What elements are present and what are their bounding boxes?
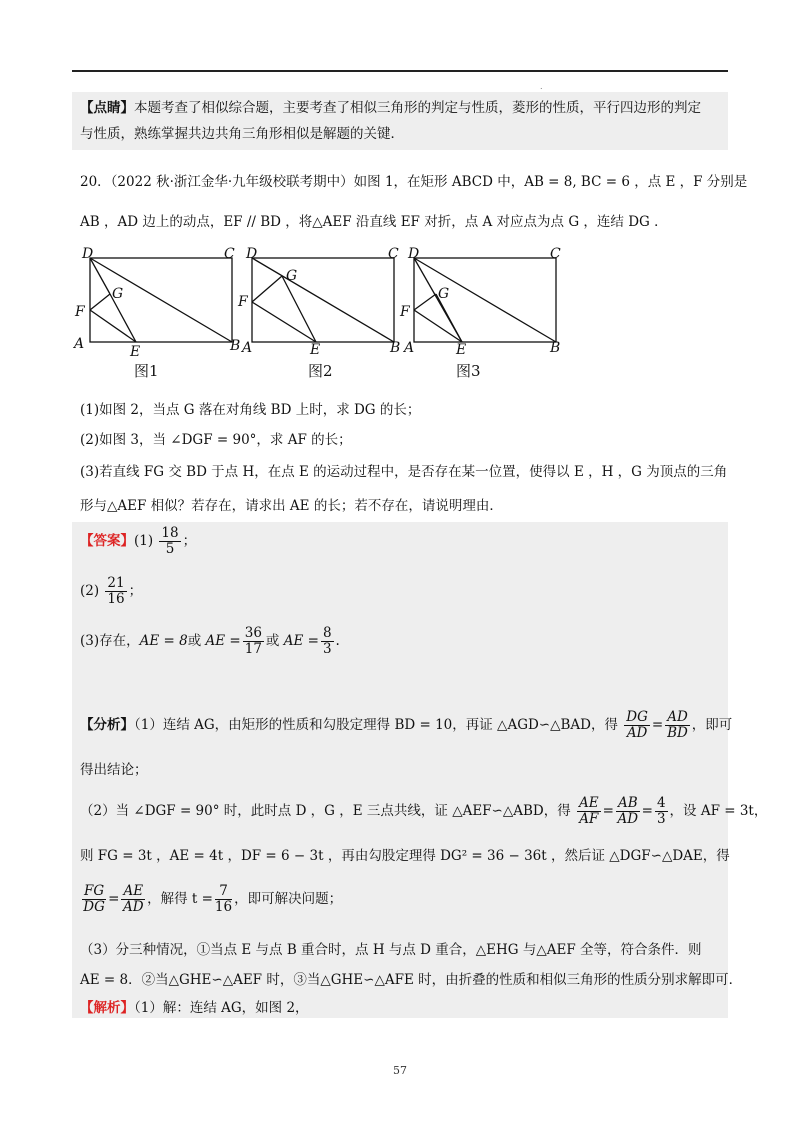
note-line-2: 与性质，熟练掌握共边共角三角形相似是解题的关键． [80,126,404,142]
fig1-label-e: E [130,344,141,360]
fig1-label-b: B [230,338,241,354]
analysis-line-7: AE = 8．②当△GHE∽△AEF 时，③当△GHE∽△AFE 时，由折叠的性质和相似三角形的性质分别求解即可． [80,972,743,988]
analysis-tag: 【分析】 [80,717,134,733]
figures [72,244,592,384]
analysis-frac-dg-ad: $\frac{DG}{AD}$ [626,709,648,741]
page-number: 57 [393,1064,407,1077]
figure-1-labels [72,246,240,360]
answer-3-fraction-1: $\frac{36}{17}$ [244,625,262,657]
figure-2 [252,258,394,342]
fig2-label-g: G [286,268,298,284]
fig3-label-a: A [404,340,415,356]
note-tag: 【点睛】 [80,100,134,116]
analysis-line-1: 【分析】（1）连结 AG，由矩形的性质和勾股定理得 BD = 10，再证 △AGD∽△BAD，得 $\frac{DG}{AD}$ = $\frac{AD}{BD}$ ，即可 [80,709,733,741]
fig2-label-e: E [310,342,321,358]
problem-line-2: AB ，AD 边上的动点，EF // BD ，将△AEF 沿直线 EF 对折，点 A 对应点为点 G ，连结 DG ． [80,214,668,230]
answer-1: 【答案】(1) $\frac{18}{5}$ ； [80,525,197,557]
solution-line-1: 【解析】（1）解：连结 AG，如图 2， [80,1000,309,1016]
fig1-label-a: A [74,336,85,352]
question-3b: 形与△AEF 相似？若存在，请求出 AE 的长；若不存在，请说明理由． [80,498,503,514]
question-2: (2)如图 3，当 ∠DGF = 90°，求 AF 的长； [80,432,352,448]
problem-header: 20．（2022 秋·浙江金华·九年级校联考期中）如图 1，在矩形 ABCD 中，AB = 8, BC = 6 ，点 E ，F 分别是 [80,174,748,190]
fig3-label-c: C [550,246,561,262]
analysis-frac-4-3: $\frac{4}{3}$ [656,795,666,827]
analysis-frac-ab-ad: $\frac{AB}{AD}$ [617,795,639,827]
fig3-label-g: G [438,286,450,302]
fig1-label-g: G [112,286,124,302]
header-rule [72,70,728,72]
fig3-label-e: E [456,342,467,358]
analysis-line-5: $\frac{FG}{DG}$ = $\frac{AE}{AD}$ ，解得 t = $\frac{7}{16}$ ，即可解决问题； [83,883,343,915]
fig3-label-f: F [400,304,410,320]
answer-2: (2) $\frac{21}{16}$ ； [80,575,143,607]
analysis-frac-fg-dg: $\frac{FG}{DG}$ [83,883,105,915]
fig1-label-f: F [75,304,85,320]
analysis-line-4: 则 FG = 3t ，AE = 4t ，DF = 6 − 3t ，再由勾股定理得 DG² = 36 − 36t ，然后证 △DGF∽△DAE，得 [80,848,730,864]
fig2-label-f: F [238,294,248,310]
analysis-line-6: （3）分三种情况，①当点 E 与点 B 重合时，点 H 与点 D 重合，△EHG 与△AEF 全等，符合条件．则 [80,942,702,958]
fig2-label-c: C [388,246,399,262]
fig2-caption: 图2 [308,362,333,380]
analysis-frac-ae-af: $\frac{AE}{AF}$ [579,795,599,827]
question-1: (1)如图 2，当点 G 落在对角线 BD 上时，求 DG 的长； [80,402,421,418]
fig2-label-a: A [242,340,253,356]
note-line-1: 【点睛】本题考查了相似综合题，主要考查了相似三角形的判定与性质，菱形的性质，平行四边形的判定 [80,100,701,116]
answer-tag: 【答案】 [80,533,134,549]
answer-3-fraction-2: $\frac{8}{3}$ [322,625,332,657]
solution-tag: 【解析】 [80,1000,134,1016]
fig3-label-d: D [408,246,420,262]
fig3-label-b: B [550,340,561,356]
fig1-label-c: C [224,246,235,262]
header-dot: . [540,82,543,91]
fig2-label-b: B [390,340,401,356]
figure-2-labels [237,246,400,358]
fig2-label-d: D [246,246,258,262]
fig1-label-d: D [82,246,94,262]
fig3-caption: 图3 [456,362,481,380]
analysis-line-2: 得出结论； [80,762,148,778]
question-3a: (3)若直线 FG 交 BD 于点 H，在点 E 的运动过程中，是否存在某一位置，使得以 E ，H ，G 为顶点的三角 [80,464,728,480]
answer-1-fraction: $\frac{18}{5}$ [161,525,179,557]
figure-3 [414,258,556,342]
analysis-line-3: （2）当 ∠DGF = 90° 时，此时点 D ，G ，E 三点共线，证 △AEF∽△ABD，得 $\frac{AE}{AF}$ = $\frac{AB}{AD}$ = $\frac{4}{3}$ ，设 AF = 3t， [80,795,768,827]
fig1-caption: 图1 [134,362,159,380]
analysis-frac-ae-ad: $\frac{AE}{AD}$ [122,883,144,915]
answer-3: (3)存在，AE = 8或 AE = $\frac{36}{17}$ 或 AE = $\frac{8}{3}$ . [80,625,340,657]
analysis-frac-ad-bd: $\frac{AD}{BD}$ [667,709,688,741]
analysis-frac-t: $\frac{7}{16}$ [214,883,233,915]
answer-2-fraction: $\frac{21}{16}$ [107,575,125,607]
